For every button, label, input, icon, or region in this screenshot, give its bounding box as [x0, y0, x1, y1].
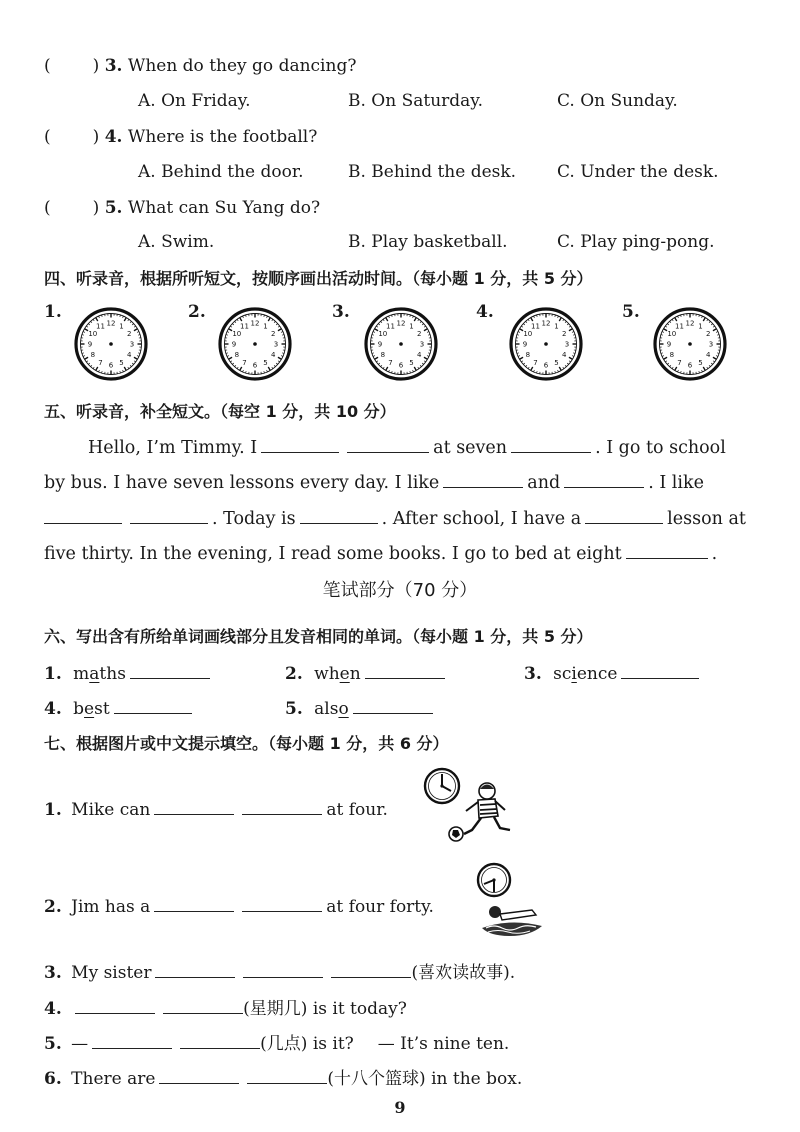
clock-number: 1: [119, 322, 124, 331]
clock-number: 6: [252, 361, 258, 370]
clock-number: 8: [669, 351, 675, 360]
clock-label-1: 1.: [44, 302, 62, 322]
question-text: Where is the football?: [127, 127, 318, 147]
answer-blank[interactable]: [180, 1030, 260, 1049]
clock-number: 5: [263, 358, 268, 367]
clock-number: 8: [90, 351, 96, 360]
clock-number: 12: [396, 319, 406, 328]
clock-number: 9: [87, 340, 93, 349]
phonics-item-2: 2. when: [285, 660, 449, 684]
option-c: C. Under the desk.: [557, 162, 719, 182]
answer-blank[interactable]: [154, 796, 234, 815]
blank[interactable]: [626, 540, 708, 559]
clock-number: 12: [250, 319, 260, 328]
phonics-item-4: 4. best: [44, 695, 196, 719]
clock-face-2[interactable]: [217, 306, 293, 382]
clock-number: 10: [523, 330, 533, 339]
page-number: 9: [394, 1098, 406, 1117]
passage-line-1: Hello, I’m Timmy. I at seven . I go to school: [88, 434, 726, 458]
clock-number: 12: [685, 319, 695, 328]
question-text: When do they go dancing?: [127, 56, 357, 76]
blank[interactable]: [585, 505, 663, 524]
blank[interactable]: [44, 505, 122, 524]
clock-number: 9: [522, 340, 528, 349]
clock-face-4[interactable]: [508, 306, 584, 382]
clock-number: 6: [687, 361, 693, 370]
clock-number: 10: [667, 330, 677, 339]
clock-number: 7: [98, 358, 103, 367]
clock-number: 9: [666, 340, 672, 349]
clock-number: 5: [409, 358, 414, 367]
clock-number: 4: [270, 351, 276, 360]
clock-number: 5: [119, 358, 124, 367]
clock-number: 2: [270, 330, 276, 339]
question-5: ( ) 5. What can Su Yang do?: [44, 198, 321, 218]
option-b: B. Play basketball.: [348, 232, 508, 252]
clock-number: 12: [106, 319, 116, 328]
answer-blank[interactable]: [242, 796, 322, 815]
clock-number: 3: [273, 340, 279, 349]
passage-line-4: five thirty. In the evening, I read some books. I go to bed at eight .: [44, 540, 717, 564]
passage-line-2: by bus. I have seven lessons every day. I like and . I like: [44, 469, 704, 493]
clock-face-5[interactable]: [652, 306, 728, 382]
blank[interactable]: [347, 434, 429, 453]
fill-item-4: 4. (星期几) is it today?: [44, 994, 407, 1019]
clock-number: 8: [380, 351, 386, 360]
fill-item-3: 3. My sister (喜欢读故事).: [44, 958, 515, 983]
clock-number: 2: [126, 330, 132, 339]
answer-blank[interactable]: [114, 695, 192, 714]
clock-number: 11: [675, 322, 684, 331]
answer-blank[interactable]: [331, 959, 411, 978]
clock-number: 11: [386, 322, 395, 331]
question-3: ( ) 3. When do they go dancing?: [44, 56, 357, 76]
answer-blank[interactable]: [365, 660, 445, 679]
clock-number: 3: [129, 340, 135, 349]
clock-label-5: 5.: [622, 302, 640, 322]
clock-number: 5: [698, 358, 703, 367]
clock-label-2: 2.: [188, 302, 206, 322]
blank[interactable]: [130, 505, 208, 524]
clock-number: 4: [561, 351, 567, 360]
option-c: C. On Sunday.: [557, 91, 678, 111]
answer-blank[interactable]: [243, 959, 323, 978]
clock-number: 10: [378, 330, 388, 339]
clock-number: 4: [705, 351, 711, 360]
clock-number: 7: [533, 358, 538, 367]
blank[interactable]: [564, 469, 644, 488]
clock-label-4: 4.: [476, 302, 494, 322]
clock-label-3: 3.: [332, 302, 350, 322]
option-a: A. On Friday.: [138, 91, 251, 111]
answer-blank[interactable]: [621, 660, 699, 679]
option-b: B. Behind the desk.: [348, 162, 517, 182]
answer-blank[interactable]: [130, 660, 210, 679]
question-4: ( ) 4. Where is the football?: [44, 127, 318, 147]
answer-blank[interactable]: [247, 1065, 327, 1084]
option-a: A. Behind the door.: [138, 162, 304, 182]
passage-line-3: . Today is . After school, I have a lesson at: [44, 505, 746, 529]
answer-blank[interactable]: [92, 1030, 172, 1049]
clock-number: 2: [561, 330, 567, 339]
option-b: B. On Saturday.: [348, 91, 484, 111]
clock-number: 8: [525, 351, 531, 360]
question-text: What can Su Yang do?: [127, 198, 321, 218]
clock-face-1[interactable]: [73, 306, 149, 382]
fill-item-2: 2. Jim has a at four forty.: [44, 893, 434, 917]
fill-item-5: 5. — (几点) is it? — It’s nine ten.: [44, 1029, 509, 1054]
clock-number: 6: [543, 361, 549, 370]
answer-blank[interactable]: [159, 1065, 239, 1084]
clock-number: 12: [541, 319, 551, 328]
answer-blank[interactable]: [242, 893, 322, 912]
clock-number: 2: [705, 330, 711, 339]
clock-number: 11: [531, 322, 540, 331]
blank[interactable]: [443, 469, 523, 488]
clock-number: 1: [409, 322, 414, 331]
clock-number: 10: [232, 330, 242, 339]
boy-playing-football-picture: [420, 764, 516, 846]
clock-number: 3: [564, 340, 570, 349]
clock-number: 4: [416, 351, 422, 360]
clock-number: 3: [419, 340, 425, 349]
answer-blank[interactable]: [163, 995, 243, 1014]
fill-item-1: 1. Mike can at four.: [44, 796, 388, 820]
section-4-title: 四、听录音，根据所听短文，按顺序画出活动时间。（每小题 1 分，共 5 分）: [44, 269, 593, 288]
clock-number: 11: [240, 322, 249, 331]
clock-face-3[interactable]: [363, 306, 439, 382]
clock-number: 6: [398, 361, 404, 370]
clock-number: 1: [554, 322, 559, 331]
blank[interactable]: [511, 434, 591, 453]
answer-blank[interactable]: [353, 695, 433, 714]
option-c: C. Play ping-pong.: [557, 232, 715, 252]
clock-number: 6: [108, 361, 114, 370]
clock-number: 8: [234, 351, 240, 360]
section-7-title: 七、根据图片或中文提示填空。（每小题 1 分，共 6 分）: [44, 734, 449, 753]
clock-number: 3: [708, 340, 714, 349]
answer-blank[interactable]: [155, 959, 235, 978]
phonics-item-5: 5. also: [285, 695, 437, 719]
section-5-title: 五、听录音，补全短文。（每空 1 分，共 10 分）: [44, 402, 396, 421]
blank[interactable]: [300, 505, 378, 524]
clock-number: 9: [231, 340, 237, 349]
answer-blank[interactable]: [154, 893, 234, 912]
clock-number: 4: [126, 351, 132, 360]
clock-number: 10: [88, 330, 98, 339]
clock-number: 2: [416, 330, 422, 339]
clock-number: 11: [96, 322, 105, 331]
clock-number: 1: [263, 322, 268, 331]
option-a: A. Swim.: [138, 232, 215, 252]
blank[interactable]: [261, 434, 339, 453]
clock-number: 7: [388, 358, 393, 367]
clock-number: 1: [698, 322, 703, 331]
clock-number: 5: [554, 358, 559, 367]
written-part-header: 笔试部分（70 分）: [322, 580, 478, 601]
clock-number: 7: [242, 358, 247, 367]
boy-swimming-picture: [470, 860, 550, 944]
answer-blank[interactable]: [75, 995, 155, 1014]
clock-number: 9: [377, 340, 383, 349]
phonics-item-3: 3. science: [524, 660, 703, 684]
clock-number: 7: [677, 358, 682, 367]
section-6-title: 六、写出含有所给单词画线部分且发音相同的单词。（每小题 1 分，共 5 分）: [44, 627, 593, 646]
fill-item-6: 6. There are (十八个篮球) in the box.: [44, 1064, 522, 1089]
phonics-item-1: 1. maths: [44, 660, 214, 684]
